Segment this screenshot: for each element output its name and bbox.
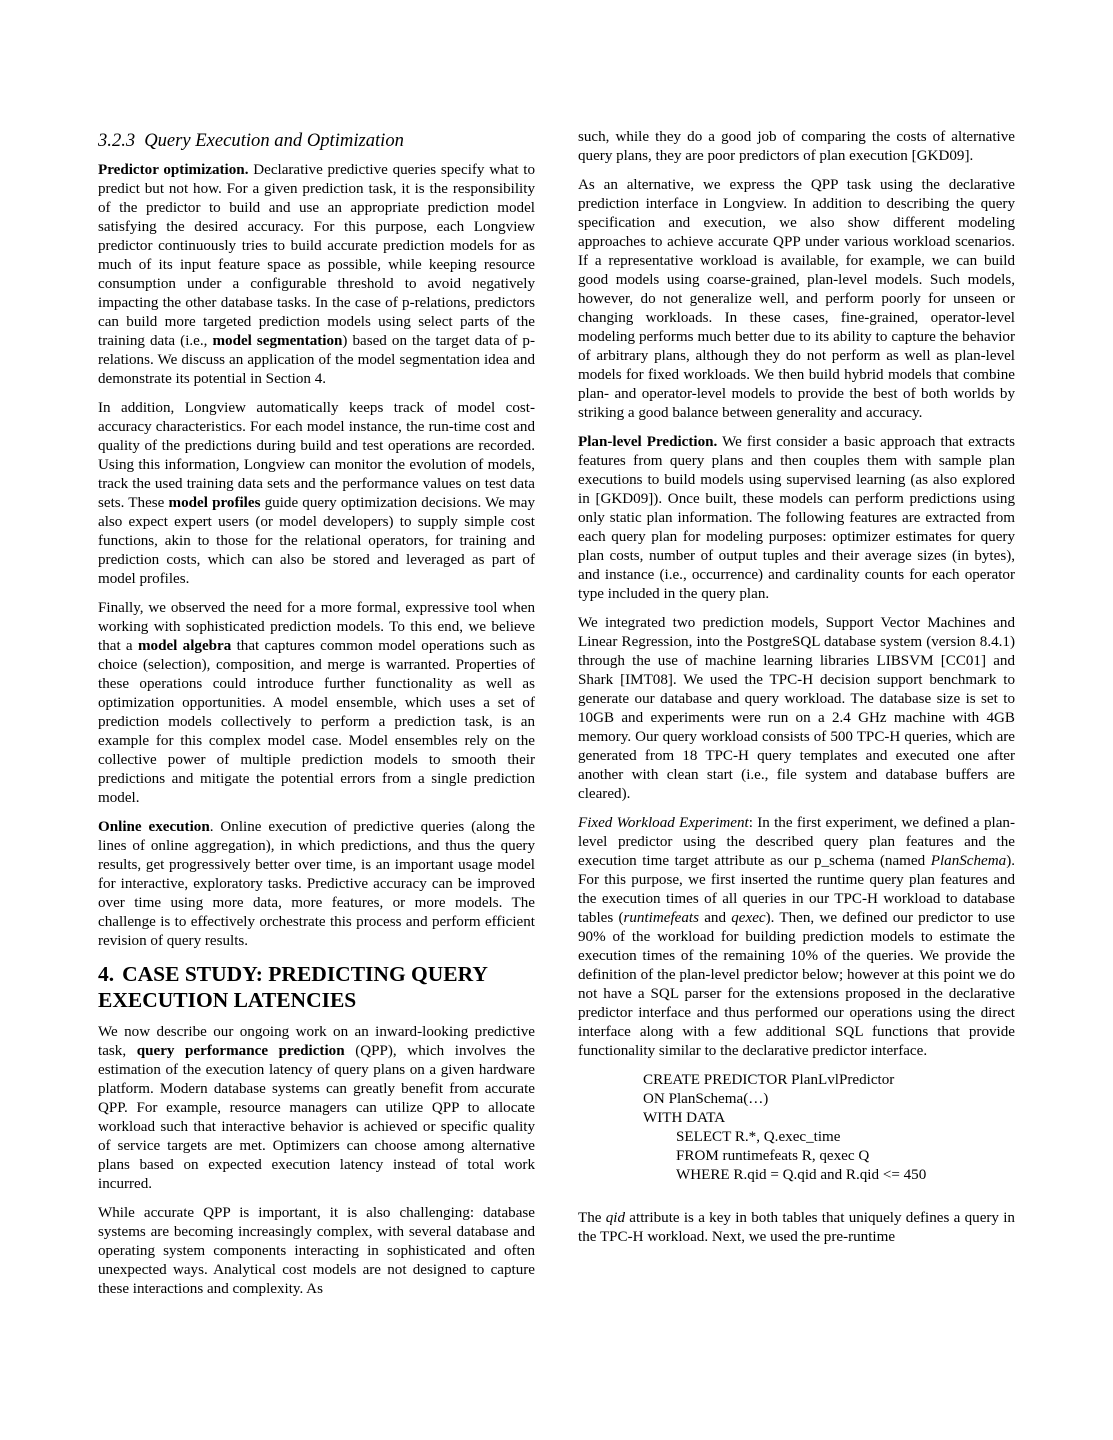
term-model-segmentation: model segmentation — [212, 333, 343, 349]
code-line: SELECT R.*, Q.exec_time — [676, 1129, 841, 1145]
section-heading — [98, 961, 535, 1013]
section-number: 4. — [98, 962, 115, 986]
term-qpp: query performance prediction — [136, 1043, 345, 1059]
paragraph-alternative: As an alternative, we express the QPP task using the declarative prediction interface in Longview. In addition to describing the query specification and execution, we also show different modeling approaches to achieve accurate QPP under various workload scenarios. If a representative workload is available, for example, we can build good models using coarse-grained, plan-level models. Such models, however, do not generalize well, and perform poorly for unseen or changing workloads. In these cases, fine-grained, operator-level modeling performs much better due to its ability to capture the behavior of arbitrary plans, although they do not perform as well as plan-level models for fixed workloads. We then build hybrid models that combine plan- and operator-level models to provide the best of both worlds by striking a good balance between generality and accuracy. — [578, 177, 1015, 421]
paragraph-continued: such, while they do a good job of comparing the costs of alternative query plans, they are poor predictors of plan execution [GKD09]. — [578, 129, 1015, 164]
code-line: WITH DATA — [643, 1110, 726, 1126]
code-line: FROM runtimefeats R, qexec Q — [676, 1148, 870, 1164]
paragraph-model-algebra: Finally, we observed the need for a more formal, expressive tool when working with sophisticated prediction models. To this end, we believe that a model algebra that captures common model operations such as choice (selection), composition, and merge is warranted. Properties of these operations could introduce further functionality as well as optimization opportunities. A model ensemble, which uses a set of prediction models collectively to perform a prediction task, is an example for this complex model case. Model ensembles rely on the collective power of multiple prediction models to smooth their predictions and mitigate the potential errors from a single prediction model. — [98, 600, 535, 806]
code-line: WHERE R.qid = Q.qid and R.qid <= 450 — [676, 1167, 927, 1183]
paragraph-model-profiles: In addition, Longview automatically keeps track of model cost-accuracy characteristics. For each model instance, the run-time cost and quality of the predictions during build and test operations are recorded. Using this information, Longview can monitor the evolution of models, track the used training data sets and the performance values on test data sets. These model profiles guide query optimization decisions. We may also expect expert users (or model developers) to supply simple cost functions, akin to those for the relational operators, for training and prediction costs, which can also be stored and leveraged as part of model profiles. — [98, 400, 536, 587]
sql-code-block — [643, 1071, 1015, 1185]
paragraph-lead: Fixed Workload Experiment — [578, 815, 749, 831]
code-line: CREATE PREDICTOR PlanLvlPredictor — [643, 1072, 895, 1088]
paragraph-lead: Plan-level Prediction. — [578, 434, 718, 450]
term-model-profiles: model profiles — [168, 495, 261, 511]
subsection-heading — [98, 130, 535, 152]
paragraph-qid: The qid attribute is a key in both tables that uniquely defines a query in the TPC-H workload. Next, we used the pre-runtime — [578, 1210, 1015, 1245]
paragraph-lead: Predictor optimization. — [98, 162, 249, 178]
right-column — [578, 128, 1015, 1257]
subsection-number: 3.2.3 — [98, 130, 136, 151]
paragraph-predictor-optimization: Predictor optimization. Declarative predictive queries specify what to predict but not how. For a given prediction task, it is the responsibility of the predictor to build and use an appropriate prediction model satisfying the desired accuracy. For this purpose, each Longview predictor continuously tries to build accurate prediction models for as much of its input feature space as possible, while keeping resource consumption under a configurable threshold to avoid negatively impacting the other database tasks. In the case of p-relations, predictors can build more targeted prediction models using select parts of the training data (i.e., model segmentation) based on the target data of p-relations. We discuss an application of the model segmentation idea and demonstrate its potential in Section 4. — [98, 162, 536, 387]
code-line: ON PlanSchema(…) — [643, 1091, 769, 1107]
term-model-algebra: model algebra — [137, 638, 232, 654]
paragraph-plan-level: Plan-level Prediction. We first consider a basic approach that extracts features from query plans and then couples them with sample plan executions to build models using supervised learning (as also explored in [GKD09]). Once built, these models can perform predictions using only static plan information. The following features are extracted from each query plan for modeling purposes: optimizer estimates for query plan costs, number of output tuples and their average sizes (in bytes), and instance (i.e., occurrence) and cardinality counts for each operator type included in the query plan. — [578, 434, 1015, 602]
left-column — [98, 128, 535, 1309]
paragraph-online-execution: Online execution. Online execution of predictive queries (along the lines of online aggregation), in which predictions, and thus the query results, get progressively better over time, is an important usage model for interactive, exploratory tasks. Predictive accuracy can be improved over time using more data, more features, or more models. The challenge is to effectively orchestrate this process and perform efficient revision of query results. — [98, 819, 535, 949]
paragraph-qpp-intro: We now describe our ongoing work on an inward-looking predictive task, query performance prediction (QPP), which involves the estimation of the execution latency of query plans on a given hardware platform. Modern database systems can greatly benefit from accurate QPP. For example, resource managers can utilize QPP to allocate workload such that interactive behavior is achieved or specific quality of service targets are met. Optimizers can choose among alternative plans based on expected execution latency instead of total work incurred. — [98, 1024, 535, 1192]
paragraph-qpp-challenge: While accurate QPP is important, it is also challenging: database systems are becoming increasingly complex, with several database and operating system components interacting in sophisticated and often unexpected ways. Analytical cost models are not designed to capture these interactions and complexity. As — [98, 1205, 535, 1297]
section-title: CASE STUDY: PREDICTING QUERY EXECUTION LATENCIES — [98, 962, 488, 1012]
paragraph-lead: Online execution — [98, 819, 210, 835]
paragraph-fixed-workload: Fixed Workload Experiment: In the first experiment, we defined a plan-level predictor using the described query plan features and the execution time target attribute as our p_schema (named PlanSchema). For this purpose, we first inserted the runtime query plan features and the execution times of all queries in our TPC-H workload to database tables (runtimefeats and qexec). Then, we defined our predictor to use 90% of the workload for building prediction models to estimate the execution times of the remaining 10% of the queries. We provide the definition of the plan-level predictor below; however at this point we do not have a SQL parser for the extensions proposed in the declarative predictor interface and thus performed our operations using the direct interface along with a few additional SQL functions that provide functionality similar to the declarative predictor interface. — [578, 815, 1016, 1059]
subsection-title: Query Execution and Optimization — [144, 130, 404, 151]
paragraph-integration: We integrated two prediction models, Support Vector Machines and Linear Regression, into the PostgreSQL database system (version 8.4.1) through the use of machine learning libraries LIBSVM [CC01] and Shark [IMT08]. We used the TPC-H decision support benchmark to generate our database and query workload. The database size is set to 10GB and experiments were run on a 2.4 GHz machine with 4GB memory. Our query workload consists of 500 TPC-H queries, which are generated from 18 TPC-H query templates and executed one after another with clean start (i.e., file system and database buffers are cleared). — [578, 615, 1015, 802]
